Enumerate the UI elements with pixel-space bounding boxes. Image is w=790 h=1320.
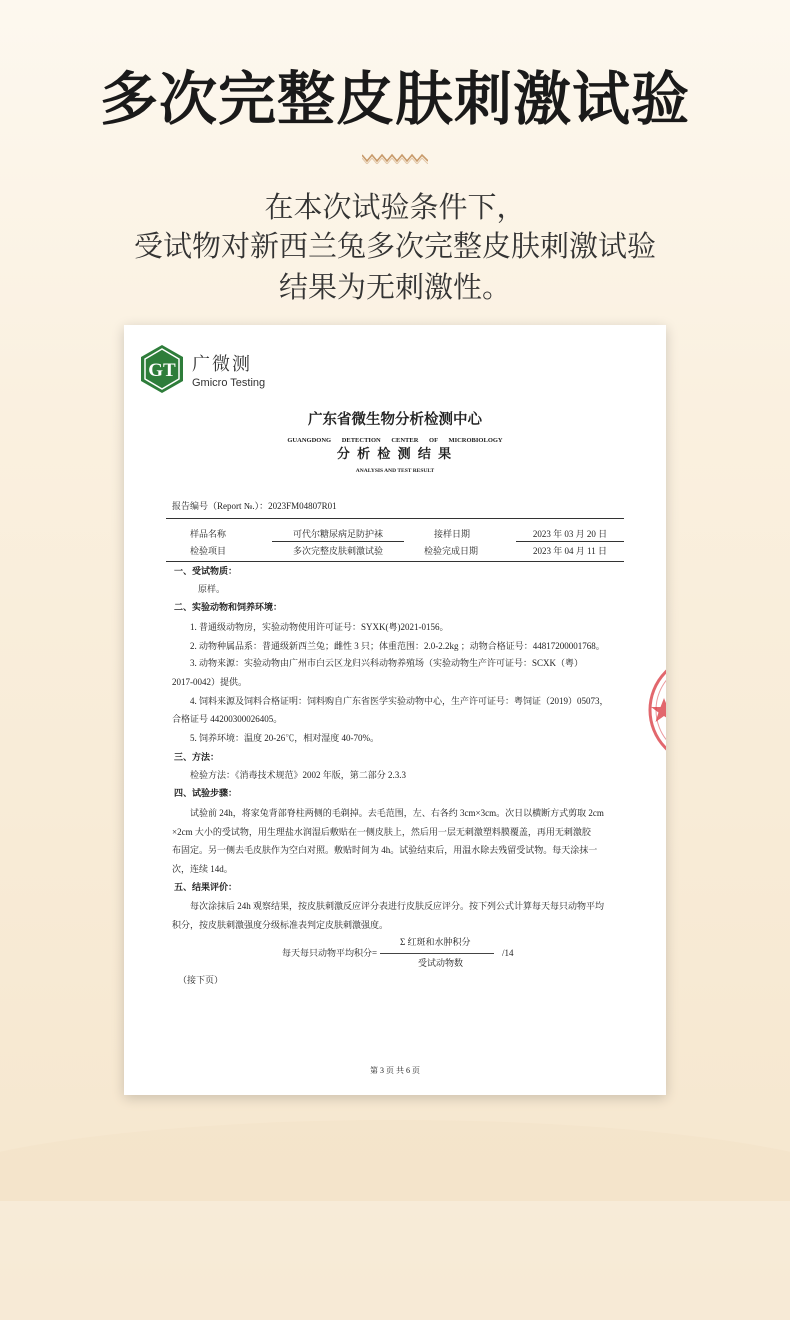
body-line: 合格证号 44200300026405。 <box>172 714 283 724</box>
body-line: 3. 动物来源：实验动物由广州市白云区龙归兴科动物养殖场（实验动物生产许可证号：SCXK（粤） <box>190 658 584 668</box>
report-number: 报告编号（Report №.）：2023FM04807R01 <box>172 501 337 511</box>
report-title-en: ANALYSIS AND TEST RESULT <box>355 468 435 474</box>
body-line: 2. 动物种属品系：普通级新西兰兔；雌性 3 只；体重范围：2.0-2.2kg ；动物合格证号：44817200001768。 <box>190 641 605 651</box>
report-title-cn: 分 析 检 测 结 果 <box>336 446 454 461</box>
brand-name-cn: 广微测 <box>192 354 252 374</box>
body-line: 4. 饲料来源及饲料合格证明：饲料购自广东省医学实验动物中心，生产许可证号：粤饲证（2019）05073， <box>190 696 609 706</box>
section-heading: 五、结果评价： <box>174 882 238 892</box>
org-name-en: GUANGDONG DETECTION CENTER OF MICROBIOLOGY <box>287 437 503 444</box>
section-heading: 三、方法： <box>174 752 220 762</box>
section-heading: 二、实验动物和饲养环境： <box>174 602 283 612</box>
section-heading: 一、受试物质： <box>174 566 238 576</box>
fields-divider <box>166 561 624 562</box>
body-line: 布固定。另一侧去毛皮肤作为空白对照。敷贴时间为 4h。试验结束后，用温水除去残留受试物。每天涂抹一 <box>172 845 598 855</box>
formula-denominator: 受试动物数 <box>418 958 464 968</box>
body-line: 2017-0042）提供。 <box>172 677 247 687</box>
field-label-test-item: 检验项目 <box>190 546 227 556</box>
field-value-test-item: 多次完整皮肤刺激试验 <box>292 546 383 556</box>
field-underline <box>516 541 624 542</box>
test-report-document <box>124 325 666 1095</box>
field-value-sample-name: 可代尔糖尿病足防护袜 <box>292 529 383 539</box>
section-heading: 四、试验步骤： <box>174 788 238 798</box>
body-line: 5. 饲养环境：温度 20-26℃，相对湿度 40-70%。 <box>190 733 379 743</box>
formula-numerator: Σ 红斑和水肿积分 <box>400 937 471 947</box>
page-title: 多次完整皮肤刺激试验 <box>99 67 690 132</box>
formula-fraction-bar <box>380 953 494 954</box>
continued-note: （接下页） <box>178 975 224 985</box>
field-label-receive-date: 接样日期 <box>434 529 471 539</box>
body-line: 原样。 <box>198 584 226 594</box>
gt-hexagon-logo-icon <box>140 344 184 394</box>
logo-mark-text: GT <box>148 360 176 381</box>
body-line: 1. 普通级动物房，实验动物使用许可证号：SYXK(粤)2021-0156。 <box>190 622 449 632</box>
subtitle-line-3: 结果为无刺激性。 <box>278 272 511 304</box>
body-line: ×2cm 大小的受试物，用生理盐水润湿后敷贴在一侧皮肤上，然后用一层无刺激塑料膜覆盖，再用无刺激胶 <box>172 827 591 837</box>
body-line: 每次涂抹后 24h 观察结果，按皮肤刺激反应评分表进行皮肤反应评分。按下列公式计算每天每只动物平均 <box>190 901 605 911</box>
subtitle-line-2: 受试物对新西兰兔多次完整皮肤刺激试验 <box>133 231 656 263</box>
field-label-sample-name: 样品名称 <box>190 529 227 539</box>
body-line: 积分，按皮肤刺激强度分级标准表判定皮肤刺激强度。 <box>172 920 389 930</box>
subtitle-line-1: 在本次试验条件下， <box>264 192 526 224</box>
body-line: 试验前 24h，将家兔背部脊柱两侧的毛剃掉。去毛范围，左、右各约 3cm×3cm。次日以横断方式剪取 2cm <box>190 808 604 818</box>
formula-lhs: 每天每只动物平均积分= <box>282 948 378 958</box>
field-value-complete-date: 2023 年 04 月 11 日 <box>533 546 607 556</box>
brand-name-en: Gmicro Testing <box>192 377 266 389</box>
formula-divisor: /14 <box>502 948 514 958</box>
page-number: 第 3 页 共 6 页 <box>370 1066 420 1075</box>
org-name-cn: 广东省微生物分析检测中心 <box>308 412 482 428</box>
body-line: 检验方法：《消毒技术规范》2002 年版，第二部分 2.3.3 <box>190 770 407 780</box>
field-value-receive-date: 2023 年 03 月 20 日 <box>532 529 608 539</box>
field-underline <box>272 541 404 542</box>
header-divider <box>166 518 624 519</box>
zigzag-divider-icon <box>362 152 428 164</box>
field-label-complete-date: 检验完成日期 <box>424 546 479 556</box>
body-line: 次，连续 14d。 <box>172 864 233 874</box>
red-seal-stamp-icon <box>644 650 666 770</box>
background-band <box>0 1120 790 1320</box>
